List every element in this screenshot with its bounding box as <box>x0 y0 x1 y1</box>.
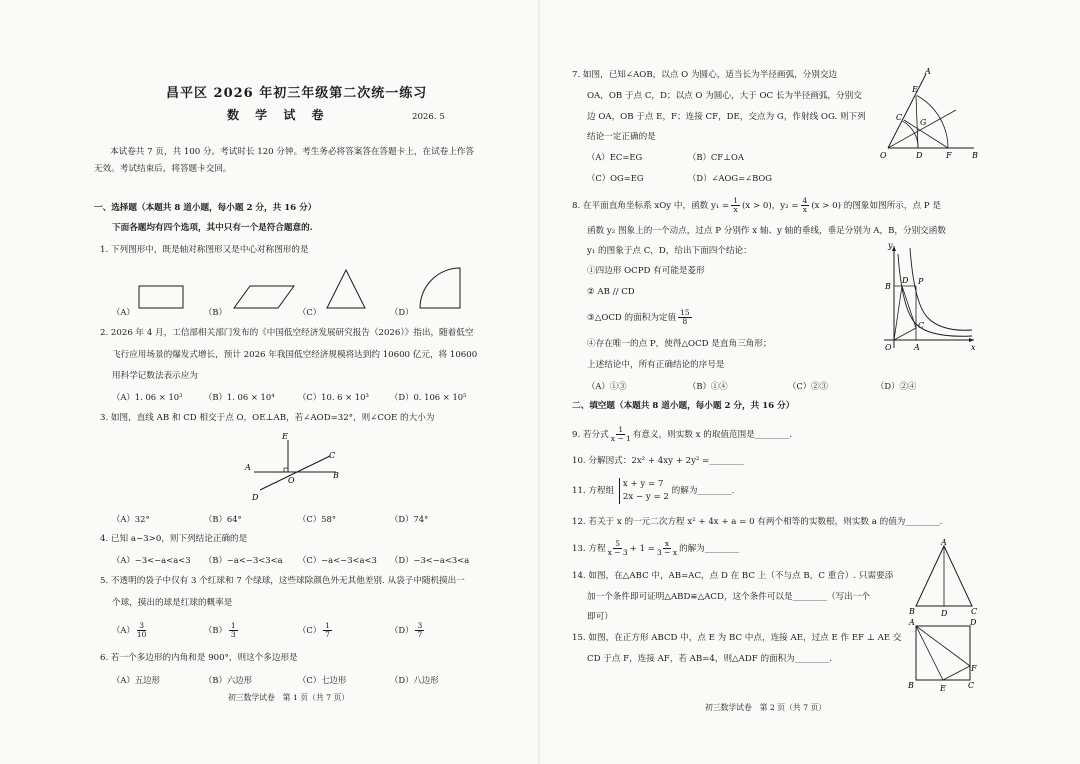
q2-line-2: 飞行应用场景的爆发式增长，预计 2026 年我国低空经济规模将达到约 10600 亿元，将 10600 <box>112 350 478 360</box>
q2-option-c: （C）10. 6 × 10³ <box>298 392 369 402</box>
q3-text: 3. 如图，直线 AB 和 CD 相交于点 O，OE⊥AB，若∠AOD=32°，则∠COE 的大小为 <box>100 413 435 423</box>
q3-figure <box>240 428 360 506</box>
q8-option-a: （A）①③ <box>587 381 627 391</box>
q5-line-2: 个球，摸出的球是红球的概率是 <box>112 598 233 608</box>
q1-label-a: （A） <box>112 307 135 317</box>
q8-label-a: A <box>914 343 920 352</box>
q7-label-e: E <box>912 85 918 94</box>
triangle-shape <box>327 270 365 308</box>
q3-label-c: C <box>329 451 336 460</box>
q7-line-4: 结论一定正确的是 <box>587 132 656 142</box>
section1-note: 下面各题均有四个选项，其中只有一个是符合题意的. <box>112 223 313 233</box>
q3-label-b: B <box>333 471 339 480</box>
q15-label-f: F <box>971 664 977 673</box>
q7-line-3: 边 OA，OB 于点 E，F；连接 CF，DE，交点为 G，作射线 OG. 则下列 <box>587 112 866 122</box>
q6-option-c: （C）七边形 <box>298 675 347 685</box>
q8-option-d: （D）②④ <box>876 381 917 391</box>
q5-line-1: 5. 不透明的袋子中仅有 3 个红球和 7 个绿球，这些球除颜色外无其他差别. 从袋子中随机摸出一 <box>100 576 465 586</box>
q15-figure <box>906 616 978 694</box>
q15-label-e: E <box>940 684 946 693</box>
q8-conclusion-4: ④存在唯一的点 P，使得△OCD 是直角三角形； <box>587 339 772 349</box>
q3-option-c: （C）58° <box>298 514 337 524</box>
q10: 10. 分解因式：2x² + 4xy + 2y² =________ <box>572 456 744 466</box>
q15-label-a: A <box>909 618 915 627</box>
q7-label-b: B <box>972 151 978 160</box>
q8-label-x: x <box>971 343 976 352</box>
q8-option-b: （B）①④ <box>688 381 728 391</box>
exam-page-2 <box>540 0 1080 764</box>
q4-text: 4. 已知 a−3>0，则下列结论正确的是 <box>100 534 248 544</box>
q1-text: 1. 下列图形中，既是轴对称图形又是中心对称图形的是 <box>100 245 309 255</box>
q8-label-b: B <box>885 282 891 291</box>
q8-label-o: O <box>885 343 892 352</box>
q12: 12. 若关于 x 的一元二次方程 x² + 4x + a = 0 有两个相等的实数根，则实数 a 的值为________. <box>572 517 943 527</box>
q7-line-2: OA，OB 于点 C，D；以点 O 为圆心，大于 OC 长为半径画弧，分别交 <box>587 91 862 101</box>
q7-label-c: C <box>896 113 903 122</box>
q7-label-a: A <box>925 67 931 76</box>
instructions-line-1: 本试卷共 7 页，共 100 分。考试时长 120 分钟。考生务必将答案答在答题卡上，在试卷上作答 <box>110 147 475 157</box>
q7-label-o: O <box>880 151 887 160</box>
q8-label-p: P <box>918 277 924 286</box>
q6-text: 6. 若一个多边形的内角和是 900°，则这个多边形是 <box>100 653 298 663</box>
q3-option-d: （D）74° <box>390 514 429 524</box>
section1-heading: 一、选择题（本题共 8 道小题，每小题 2 分，共 16 分） <box>94 203 317 213</box>
page1-footer: 初三数学试卷 第 1 页（共 7 页） <box>228 693 350 702</box>
q7-option-b: （B）CF⊥OA <box>688 152 744 162</box>
exam-title: 昌平区 2026 年初三年级第二次统一练习 <box>166 86 428 101</box>
q8-conclusion-1: ①四边形 OCPD 有可能是菱形 <box>587 266 705 276</box>
q14-label-d: D <box>941 609 948 618</box>
q15-label-c: C <box>968 681 975 690</box>
q14-line-2: 加一个条件即可证明△ABD≌△ACD，这个条件可以是________（写出一个 <box>587 592 870 602</box>
q14-line-1: 14. 如图，在△ABC 中，AB=AC，点 D 在 BC 上（不与点 B，C 重合）. 只需要添 <box>572 571 894 581</box>
q8-line-2: 函数 y₂ 图象上的一个动点，过点 P 分别作 x 轴、y 轴的垂线，垂足分别为 A，B，分别交函数 <box>587 226 946 236</box>
quarter-circle-shape <box>420 268 460 308</box>
q3-label-e: E <box>282 432 288 441</box>
rectangle-shape <box>139 286 183 308</box>
q2-line-1: 2. 2026 年 4 月，工信部相关部门发布的《中国低空经济发展研究报告（2026）》指出，随着低空 <box>100 328 474 338</box>
q14-label-a: A <box>941 538 947 547</box>
q1-label-b: （B） <box>204 307 227 317</box>
q2-option-d: （D）0. 106 × 10⁵ <box>390 392 467 402</box>
q7-option-a: （A）EC=EG <box>587 152 643 162</box>
q1-label-c: （C） <box>298 307 322 317</box>
q1-shapes-figure <box>130 262 480 314</box>
q7-label-f: F <box>946 151 952 160</box>
parallelogram-shape <box>234 286 294 308</box>
q3-label-d: D <box>252 493 259 502</box>
q8-conclusion-3: ③△OCD 的面积为定值 $\frac{15}{8}$ <box>587 308 690 326</box>
q1-label-d: （D） <box>390 307 414 317</box>
q15-label-b: B <box>908 681 914 690</box>
q8-line-3: y₁ 的图象于点 C，D，给出下面四个结论： <box>587 246 752 256</box>
q4-option-c: （C）−a<−3<a<3 <box>298 555 377 565</box>
q8-label-y: y <box>888 241 893 250</box>
q5-option-a: （A） $\frac{3}{10}$ <box>112 621 147 639</box>
q8-option-c: （C）②③ <box>788 381 828 391</box>
q6-option-b: （B）六边形 <box>204 675 253 685</box>
q3-option-a: （A）32° <box>112 514 150 524</box>
q15-label-d: D <box>970 618 977 627</box>
q6-option-a: （A）五边形 <box>112 675 160 685</box>
q11: 11. 方程组 x + y = 7 2x − y = 2 的解为________. <box>572 479 735 502</box>
exam-date: 2026. 5 <box>412 112 445 122</box>
q7-figure <box>876 64 980 160</box>
q3-label-a: A <box>245 463 251 472</box>
q3-label-o: O <box>288 476 295 485</box>
q7-option-d: （D）∠AOG=∠BOG <box>688 173 772 183</box>
q5-option-d: （D） $\frac{3}{7}$ <box>390 621 423 639</box>
q8-line-1: 8. 在平面直角坐标系 xOy 中，函数 y₁ = $\frac{1}{x}$ (x > 0)，y₂ = $\frac{4}{x}$ (x > 0) 的图象如图所示，点 P 是 <box>572 196 941 214</box>
q15-line-2: CD 于点 F，连接 AF，若 AB=4，则△ADF 的面积为________. <box>587 654 832 664</box>
q7-line-1: 7. 如图，已知∠AOB，以点 O 为圆心，适当长为半径画弧，分别交边 <box>572 70 838 80</box>
q9: 9. 若分式 $\frac{1}{x - 1}$ 有意义，则实数 x 的取值范围是________. <box>572 425 792 443</box>
q8-label-d: D <box>902 276 909 285</box>
q2-option-b: （B）1. 06 × 10⁴ <box>204 392 275 402</box>
q6-option-d: （D）八边形 <box>390 675 439 685</box>
q7-option-c: （C）OG=EG <box>587 173 644 183</box>
q13: 13. 方程 $\frac{5}{x - 3}$ + 1 = $\frac{x}{3 - x}$ 的解为________ <box>572 539 740 557</box>
q14-line-3: 即可） <box>587 612 613 622</box>
page2-footer: 初三数学试卷 第 2 页（共 7 页） <box>705 703 827 712</box>
q7-label-d: D <box>916 151 923 160</box>
q2-line-3: 用科学记数法表示应为 <box>112 371 198 381</box>
q14-label-b: B <box>909 607 915 616</box>
q14-figure <box>906 538 978 618</box>
q15-line-1: 15. 如图，在正方形 ABCD 中，点 E 为 BC 中点，连接 AE，过点 E 作 EF ⊥ AE 交 <box>572 633 902 643</box>
q5-option-b: （B） $\frac{1}{3}$ <box>204 621 236 639</box>
q4-option-d: （D）−3<−a<3<a <box>390 555 470 565</box>
q8-label-c: C <box>918 321 925 330</box>
q14-label-c: C <box>971 607 978 616</box>
q4-option-a: （A）−3<−a<a<3 <box>112 555 191 565</box>
instructions-line-2: 无效。考试结束后，将答题卡交回。 <box>94 164 232 174</box>
q2-option-a: （A）1. 06 × 10³ <box>112 392 183 402</box>
section2-heading: 二、填空题（本题共 8 道小题，每小题 2 分，共 16 分） <box>572 401 795 411</box>
q8-conclusion-2: ② AB // CD <box>587 287 635 297</box>
q7-label-g: G <box>920 118 927 127</box>
q8-summary: 上述结论中，所有正确结论的序号是 <box>587 360 725 370</box>
q3-option-b: （B）64° <box>204 514 242 524</box>
exam-subject: 数 学 试 卷 <box>227 108 330 122</box>
q5-option-c: （C） $\frac{1}{7}$ <box>298 621 330 639</box>
q4-option-b: （B）−a<−3<3<a <box>204 555 283 565</box>
q8-figure <box>876 240 978 358</box>
